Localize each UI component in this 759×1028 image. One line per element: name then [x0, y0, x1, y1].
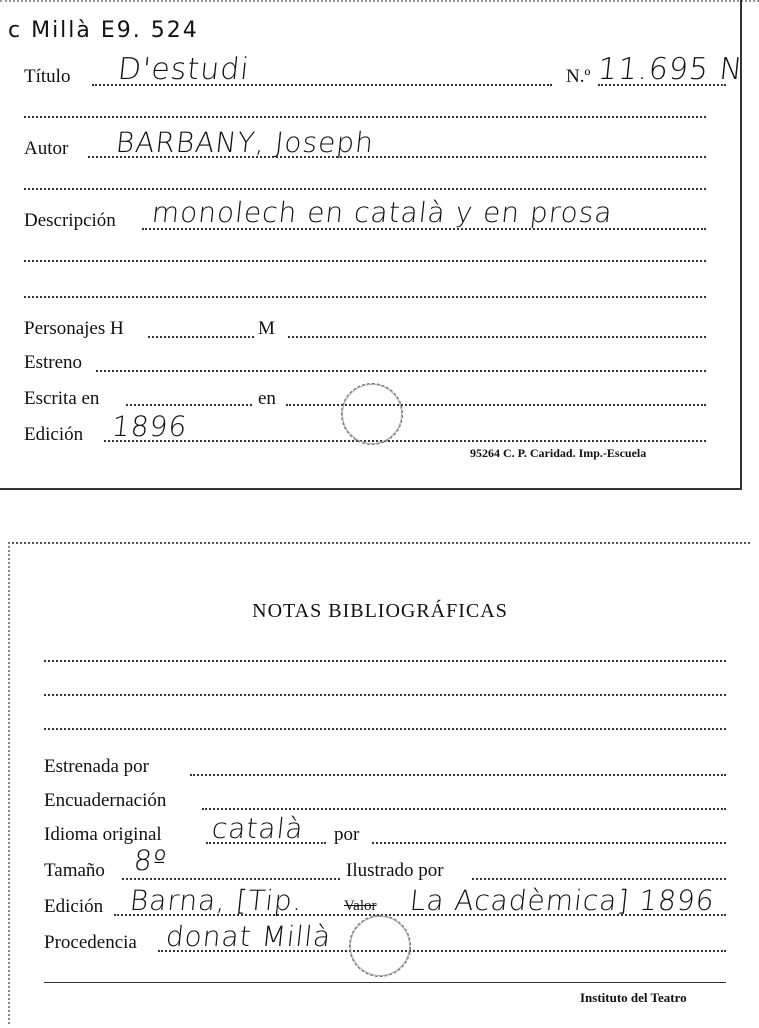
punch-hole — [342, 384, 402, 444]
edicion-line — [104, 440, 706, 442]
notas-heading: NOTAS BIBLIOGRÁFICAS — [252, 600, 508, 622]
escrita-label: Escrita en — [24, 388, 100, 409]
notas-line-3 — [44, 728, 726, 730]
notas-line-1 — [44, 660, 726, 662]
encuadernacion-label: Encuadernación — [44, 790, 167, 811]
titulo-label: Título — [24, 66, 71, 87]
idioma-label: Idioma original — [44, 824, 162, 845]
ilustrado-label: Ilustrado por — [346, 860, 444, 881]
catalog-card-front — [0, 0, 745, 490]
por-label: por — [334, 824, 360, 845]
descripcion-line-2 — [24, 260, 706, 262]
m-label: M — [258, 318, 275, 339]
idioma-value: català — [210, 812, 306, 845]
edicion-label: Edición — [24, 424, 84, 445]
edicion-value-a: Barna, [Tip. — [128, 884, 305, 917]
notas-line-2 — [44, 694, 726, 696]
titulo-value: D'estudi — [116, 52, 252, 87]
edicion-value: 1896 — [110, 410, 189, 443]
autor-label: Autor — [24, 138, 69, 159]
personajes-h-line — [148, 336, 254, 338]
footer-rule — [44, 982, 726, 983]
escrita-line — [126, 404, 252, 406]
tamano-label: Tamaño — [44, 860, 105, 881]
encuadernacion-line — [202, 808, 726, 810]
en-label: en — [258, 388, 276, 409]
numero-value: 11.695 N — [596, 52, 745, 87]
edicion-struck-word: Valor — [344, 898, 377, 914]
ilustrado-line — [472, 878, 726, 880]
por-line — [372, 842, 726, 844]
titulo-line-2 — [24, 116, 706, 118]
footer-institution: Instituto del Teatro — [580, 990, 687, 1005]
punch-hole-2 — [350, 916, 410, 976]
descripcion-label: Descripción — [24, 210, 116, 231]
descripcion-value: monolech en català y en prosa — [150, 196, 615, 229]
margin-note: c Millà E9. 524 — [8, 18, 199, 43]
tamano-line — [122, 878, 340, 880]
procedencia-label: Procedencia — [44, 932, 137, 953]
estreno-line — [96, 370, 706, 372]
descripcion-line-3 — [24, 296, 706, 298]
catalog-card-back — [8, 542, 750, 1024]
edicion-label-2: Edición — [44, 896, 104, 917]
procedencia-value: donat Millà — [164, 920, 334, 953]
personajes-m-line — [288, 336, 706, 338]
estrenada-line — [190, 774, 726, 776]
numero-label: N.º — [566, 66, 591, 87]
printer-imprint: 95264 C. P. Caridad. Imp.-Escuela — [470, 446, 647, 460]
autor-line-2 — [24, 188, 706, 190]
personajes-label: Personajes H — [24, 318, 124, 339]
estrenada-label: Estrenada por — [44, 756, 149, 777]
tamano-value: 8º — [132, 844, 169, 877]
edicion-value-b: La Acadèmica] 1896 — [408, 884, 717, 917]
autor-value: BARBANY, Joseph — [114, 126, 376, 159]
estreno-label: Estreno — [24, 352, 83, 373]
